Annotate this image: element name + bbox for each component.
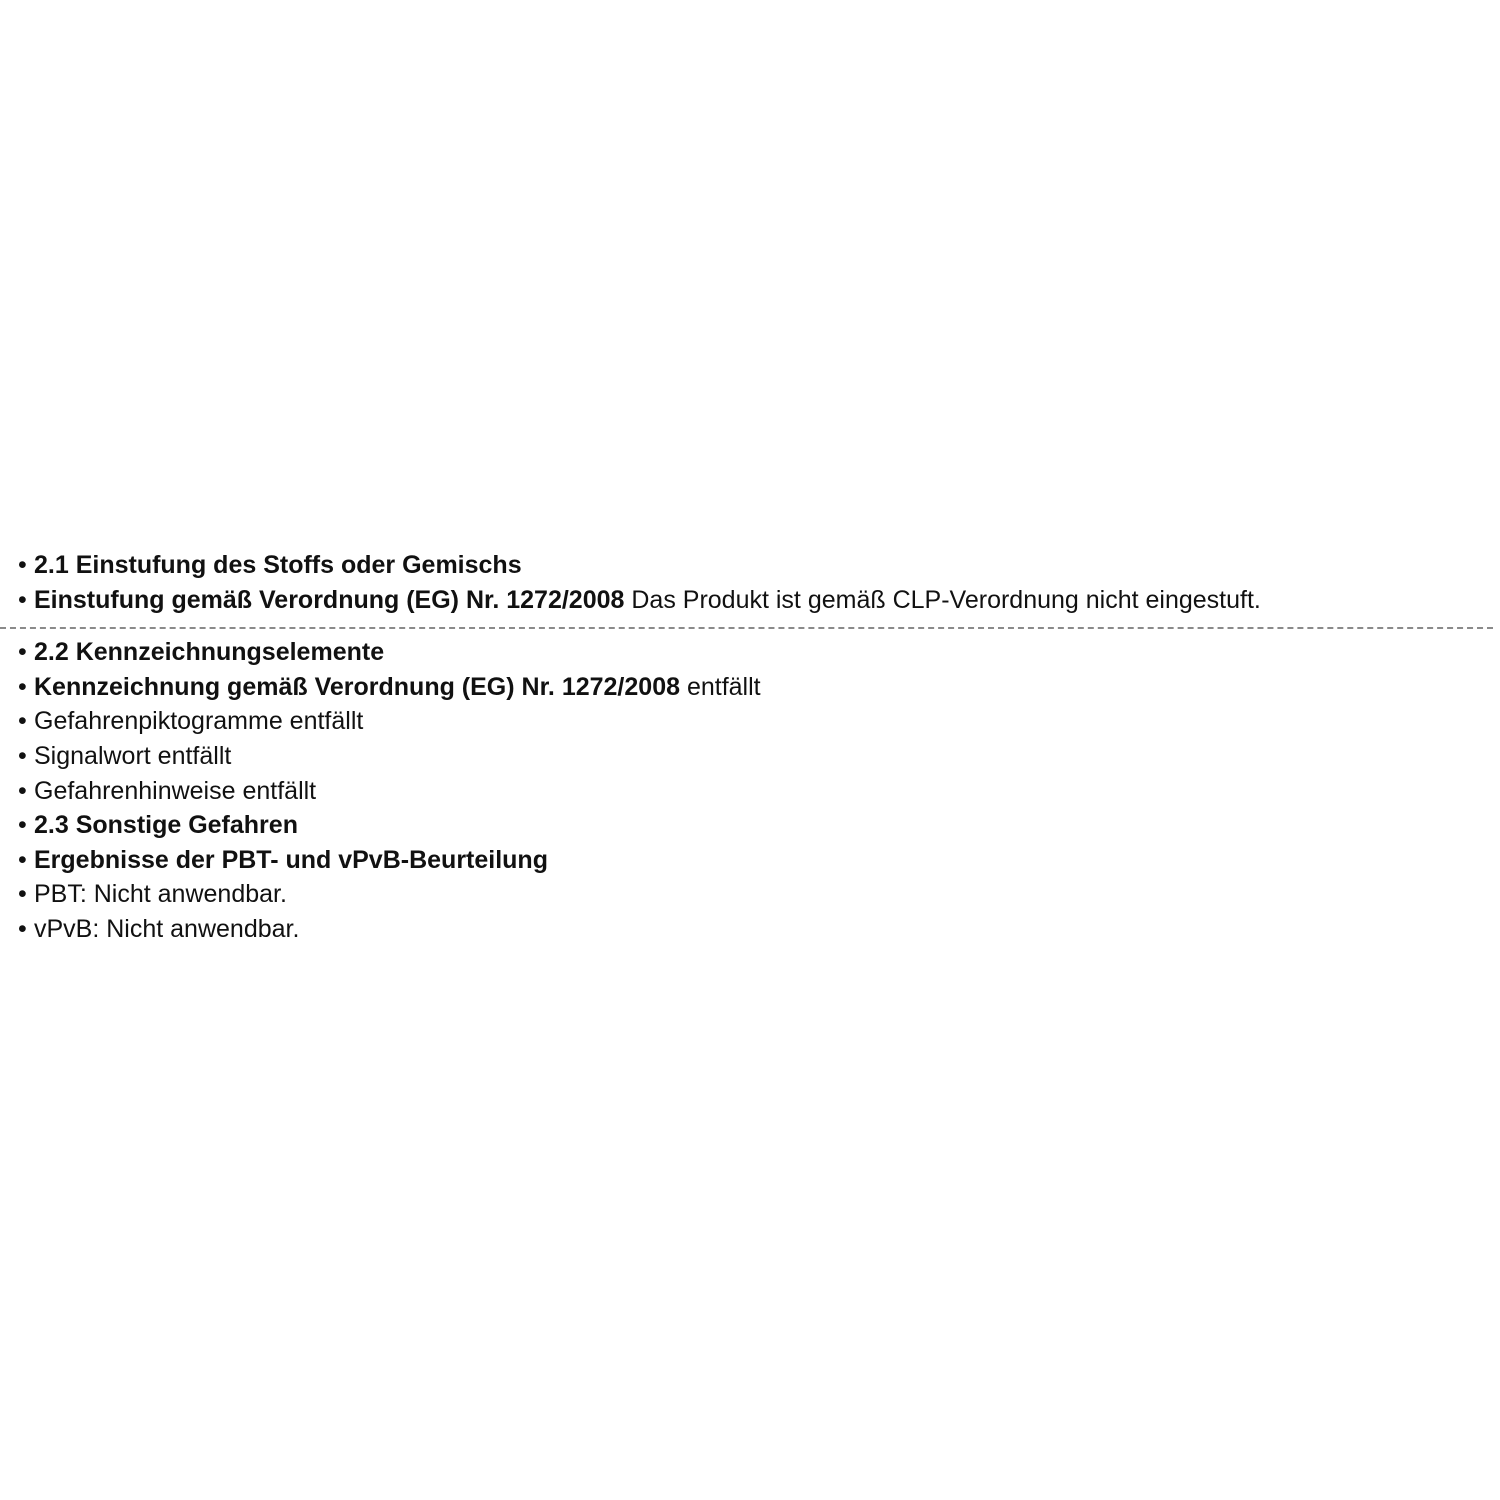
pbt-result: PBT: Nicht anwendbar. <box>34 880 287 909</box>
bullet: • <box>18 638 27 667</box>
bullet: • <box>18 707 27 736</box>
sds-section-2 <box>18 548 1493 947</box>
section-2-1-heading: 2.1 Einstufung des Stoffs oder Gemischs <box>34 551 522 579</box>
bullet: • <box>18 811 27 840</box>
bullet: • <box>18 741 27 770</box>
bullet: • <box>18 880 27 909</box>
bullet: • <box>18 776 27 805</box>
section-2-2-heading: 2.2 Kennzeichnungselemente <box>34 638 385 667</box>
hazard-statements-line <box>18 774 1493 809</box>
signal-word: Signalwort entfällt <box>34 741 232 770</box>
classification-line <box>18 583 1493 618</box>
section-2-3-heading: 2.3 Sonstige Gefahren <box>34 811 298 840</box>
bullet: • <box>18 672 27 701</box>
classification-value: Das Produkt ist gemäß CLP-Verordnung nicht eingestuft. <box>631 585 1261 614</box>
section-2-3-heading-line <box>18 808 1493 843</box>
vpvb-result: vPvB: Nicht anwendbar. <box>34 914 300 943</box>
hazard-statements: Gefahrenhinweise entfällt <box>34 776 317 805</box>
vpvb-line <box>18 912 1493 947</box>
pbt-vpvb-subheading-line <box>18 843 1493 878</box>
labelling-label: Kennzeichnung gemäß Verordnung (EG) Nr. 1272/2008 <box>34 672 680 701</box>
section-2-1-heading-line <box>18 548 1493 583</box>
labelling-value: entfällt <box>686 672 761 701</box>
signal-word-line <box>18 739 1493 774</box>
pbt-line <box>18 877 1493 912</box>
bullet: • <box>18 551 27 579</box>
classification-label: Einstufung gemäß Verordnung (EG) Nr. 1272/2008 <box>34 585 625 614</box>
hazard-pictograms: Gefahrenpiktogramme entfällt <box>34 707 364 736</box>
bullet: • <box>18 585 27 614</box>
hazard-pictograms-line <box>18 704 1493 739</box>
dashed-divider <box>0 627 1493 629</box>
bullet: • <box>18 914 27 943</box>
section-2-2-heading-line <box>18 635 1493 670</box>
labelling-line <box>18 670 1493 705</box>
pbt-vpvb-subheading: Ergebnisse der PBT- und vPvB-Beurteilung <box>34 845 548 874</box>
bullet: • <box>18 845 27 874</box>
